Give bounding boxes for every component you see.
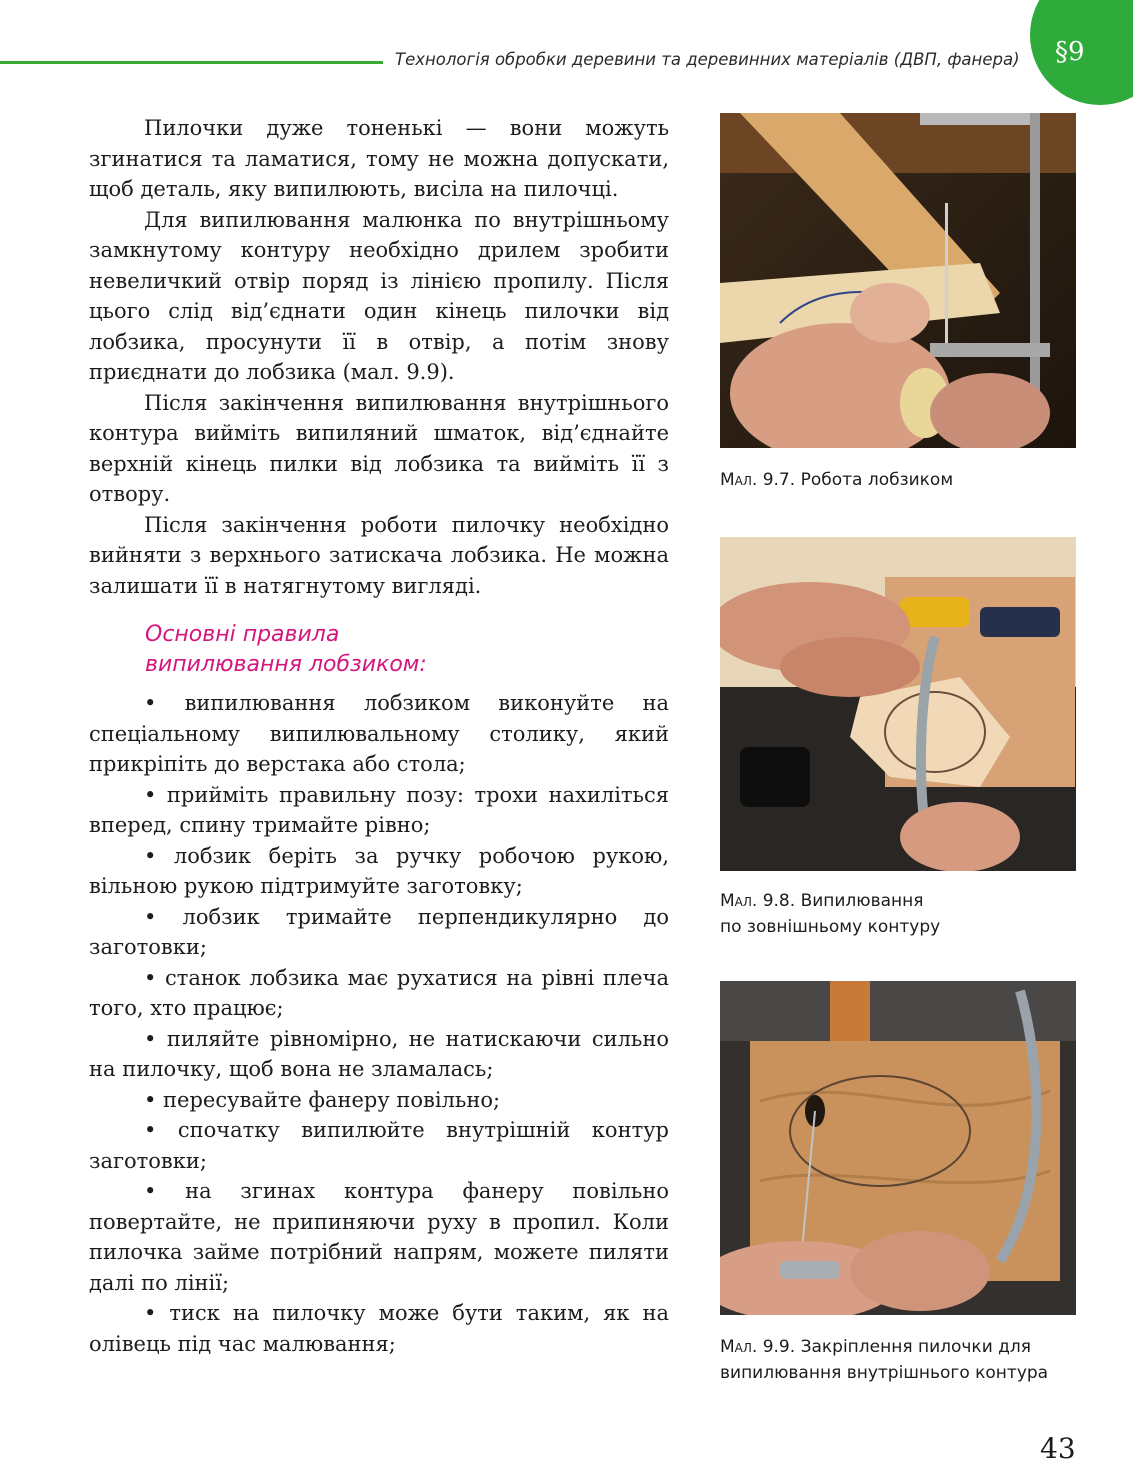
rule-item: • випилювання лобзиком виконуйте на спеціальному випилювальному столику, який прикріпіть до верстака або стола; (89, 691, 669, 776)
blade-fastening-photo (720, 981, 1076, 1315)
caption-label: Мал. 9.8. (720, 891, 796, 911)
rules-heading-line1: Основні правила (145, 622, 340, 647)
section-badge (1030, 0, 1133, 105)
rule-item: • спочатку випилюйте внутрішній контур заготовки; (89, 1118, 669, 1173)
rules-list (89, 688, 669, 1359)
paragraph-4: Після закінчення роботи пилочку необхідно вийняти з верхнього затискача лобзика. Не можна залишати її в натягнутому вигляді. (89, 512, 669, 598)
rule-item: • тиск на пилочку може бути таким, як на олівець під час малювання; (89, 1301, 669, 1356)
caption-text-line2: випилювання внутрішнього контура (720, 1363, 1049, 1383)
photo-fig-9-8 (720, 537, 1076, 871)
paragraph-2: Для випилювання малюнка по внутрішньому замкнутому контуру необхідно дрилем зробити невеличкий отвір поряд із лінією пропилу. Після цього слід від’єднати один кінець пилочки від лобзика, просунути її в отвір, а потім знову приєднати до лобзика (мал. 9.9). (89, 207, 669, 384)
caption-text-line1: Закріплення пилочки для (800, 1337, 1032, 1357)
rule-item: • лобзик беріть за ручку робочою рукою, вільною рукою підтримуйте заготовку; (89, 843, 669, 898)
outer-contour-cutting-photo (720, 537, 1076, 871)
rule-item: • лобзик тримайте перпендикулярно до заготовки; (89, 904, 669, 959)
photo-fig-9-7 (720, 113, 1076, 448)
caption-fig-9-8 (720, 888, 1100, 940)
rules-heading (145, 620, 427, 680)
rule-item: • пиляйте рівномірно, не натискаючи сильно на пилочку, щоб вона не зламалась; (89, 1026, 669, 1081)
caption-label: Мал. 9.7. (720, 470, 796, 490)
photo-fig-9-9 (720, 981, 1076, 1315)
paragraph-3: Після закінчення випилювання внутрішнього контура вийміть випиляний шматок, від’єднайте верхній кінець пилки від лобзика та вийміть її з отвору. (89, 390, 669, 506)
section-number: §9 (1055, 37, 1085, 67)
fretsaw-work-photo (720, 113, 1076, 448)
page-number: 43 (1040, 1432, 1076, 1465)
caption-text-line1: Випилювання (800, 891, 924, 911)
rules-heading-line2: випилювання лобзиком: (145, 652, 427, 677)
rule-item: • станок лобзика має рухатися на рівні плеча того, хто працює; (89, 965, 669, 1020)
running-header-title: Технологія обробки деревини та деревинних матеріалів (ДВП, фанера) (395, 50, 1020, 69)
caption-text: Робота лобзиком (800, 470, 954, 490)
header-rule (0, 61, 383, 64)
caption-label: Мал. 9.9. (720, 1337, 796, 1357)
main-text (89, 113, 669, 601)
caption-text-line2: по зовнішньому контуру (720, 917, 941, 937)
rule-item: • на згинах контура фанеру повільно повертайте, не припиняючи руху в пропил. Коли пилочка займе потрібний напрям, можете пиляти далі по лінії; (89, 1179, 669, 1295)
paragraph-1: Пилочки дуже тоненькі — вони можуть згинатися та ламатися, тому не можна допускати, щоб деталь, яку випилюють, висіла на пилочці. (89, 116, 669, 201)
caption-fig-9-7 (720, 467, 1100, 493)
rule-item: • пересувайте фанеру повільно; (144, 1087, 501, 1112)
caption-fig-9-9 (720, 1334, 1100, 1386)
rule-item: • прийміть правильну позу: трохи нахиліться вперед, спину тримайте рівно; (89, 782, 669, 837)
